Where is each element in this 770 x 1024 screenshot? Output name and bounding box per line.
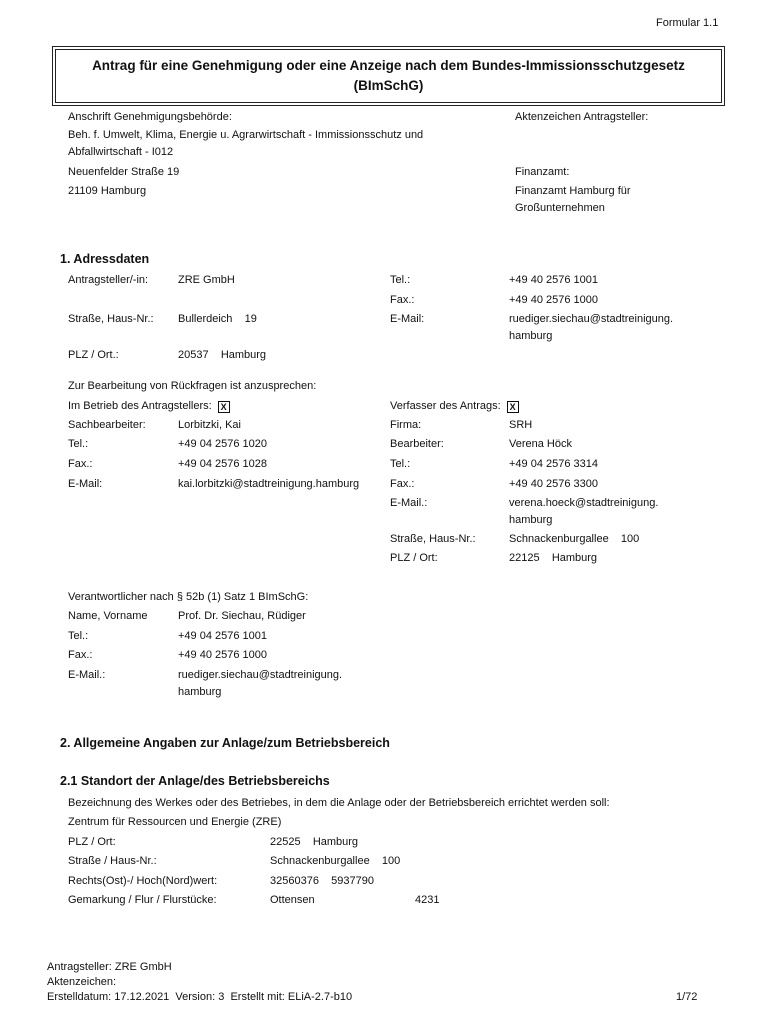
author-row [390,399,519,413]
street-label: Straße, Haus-Nr.: [68,313,154,325]
author-email-value: verena.hoeck@stadtreinigung. [509,497,659,509]
footer-file-ref: Aktenzeichen: [47,976,117,988]
author-plz-value: 22125 Hamburg [509,552,598,564]
author-tel-value: +49 04 2576 3314 [509,458,599,470]
email-value-cont: hamburg [509,330,553,342]
section2-1-heading: 2.1 Standort der Anlage/des Betriebsbereichs [60,774,330,788]
tax-office-line1: Finanzamt Hamburg für [515,185,631,197]
site-coord-label: Rechts(Ost)-/ Hoch(Nord)wert: [68,875,218,887]
clerk-tel-value: +49 04 2576 1020 [178,438,268,450]
author-fax-value: +49 40 2576 3300 [509,478,599,490]
footer-applicant: Antragsteller: ZRE GmbH [47,961,172,973]
plz-value: 20537 Hamburg [178,349,267,361]
responsible-fax-label: Fax.: [68,649,93,661]
fax-value: +49 40 2576 1000 [509,294,599,306]
responsible-fax-value: +49 40 2576 1000 [178,649,268,661]
responsible-name-value: Prof. Dr. Siechau, Rüdiger [178,610,306,622]
clerk-fax-value: +49 04 2576 1028 [178,458,268,470]
author-checkbox[interactable]: X [507,401,519,413]
site-parcel-label: Gemarkung / Flur / Flurstücke: [68,894,217,906]
in-company-checkbox[interactable]: X [218,401,230,413]
form-number: Formular 1.1 [656,17,719,29]
file-ref-label: Aktenzeichen Antragsteller: [515,111,649,123]
responsible-name-label: Name, Vorname [68,610,148,622]
applicant-label: Antragsteller/-in: [68,274,149,286]
responsible-tel-value: +49 04 2576 1001 [178,630,268,642]
clerk-fax-label: Fax.: [68,458,93,470]
in-company-row [68,399,230,413]
author-label: Verfasser des Antrags: [390,400,501,412]
site-coord-value: 32560376 5937790 [270,875,374,887]
plz-label: PLZ / Ort.: [68,349,119,361]
footer-meta: Erstelldatum: 17.12.2021 Version: 3 Erstellt mit: ELiA-2.7-b10 [47,991,353,1003]
tel-value: +49 40 2576 1001 [509,274,599,286]
author-street-label: Straße, Haus-Nr.: [390,533,476,545]
responsible-email-label: E-Mail.: [68,669,106,681]
clerk-value: Lorbitzki, Kai [178,419,241,431]
fax-label: Fax.: [390,294,415,306]
email-label: E-Mail: [390,313,425,325]
firm-value: SRH [509,419,533,431]
responsible-email-value-cont: hamburg [178,686,222,698]
editor-label: Bearbeiter: [390,438,444,450]
author-plz-label: PLZ / Ort: [390,552,438,564]
clerk-tel-label: Tel.: [68,438,89,450]
authority-line1: Beh. f. Umwelt, Klima, Energie u. Agrarwirtschaft - Immissionsschutz und [68,129,424,141]
editor-value: Verena Höck [509,438,572,450]
title-box [55,49,722,103]
site-parcel-number: 4231 [415,894,440,906]
applicant-value: ZRE GmbH [178,274,235,286]
site-plz-label: PLZ / Ort: [68,836,116,848]
clerk-email-value: kai.lorbitzki@stadtreinigung.hamburg [178,478,360,490]
firm-label: Firma: [390,419,422,431]
author-tel-label: Tel.: [390,458,411,470]
tax-office-line2: Großunternehmen [515,202,605,214]
street-value: Bullerdeich 19 [178,313,257,325]
author-email-value-cont: hamburg [509,514,553,526]
tel-label: Tel.: [390,274,411,286]
site-street-label: Straße / Haus-Nr.: [68,855,157,867]
page-number: 1/72 [676,991,698,1003]
page-title: Antrag für eine Genehmigung oder eine Anzeige nach dem Bundes-Immissionsschutzgesetz [92,58,685,73]
section2-heading: 2. Allgemeine Angaben zur Anlage/zum Betriebsbereich [60,736,390,750]
responsible-heading: Verantwortlicher nach § 52b (1) Satz 1 BImSchG: [68,591,309,603]
clerk-label: Sachbearbeiter: [68,419,146,431]
authority-street: Neuenfelder Straße 19 [68,166,180,178]
site-street-value: Schnackenburgallee 100 [270,855,401,867]
authority-city: 21109 Hamburg [68,185,147,197]
author-street-value: Schnackenburgallee 100 [509,533,640,545]
site-description: Bezeichnung des Werkes oder des Betriebes, in dem die Anlage oder der Betriebsbereich errichtet werden soll: [68,797,610,809]
site-parcel-value: Ottensen [270,894,315,906]
clerk-email-label: E-Mail: [68,478,103,490]
author-fax-label: Fax.: [390,478,415,490]
page-title-abbr: (BImSchG) [353,78,424,93]
contact-intro: Zur Bearbeitung von Rückfragen ist anzusprechen: [68,380,317,392]
in-company-label: Im Betrieb des Antragstellers: [68,400,212,412]
authority-label: Anschrift Genehmigungsbehörde: [68,111,232,123]
authority-line2: Abfallwirtschaft - I012 [68,146,174,158]
section1-heading: 1. Adressdaten [60,252,150,266]
site-plz-value: 22525 Hamburg [270,836,359,848]
site-name: Zentrum für Ressourcen und Energie (ZRE) [68,816,282,828]
responsible-email-value: ruediger.siechau@stadtreinigung. [178,669,343,681]
tax-office-label: Finanzamt: [515,166,570,178]
email-value: ruediger.siechau@stadtreinigung. [509,313,674,325]
responsible-tel-label: Tel.: [68,630,89,642]
author-email-label: E-Mail.: [390,497,428,509]
